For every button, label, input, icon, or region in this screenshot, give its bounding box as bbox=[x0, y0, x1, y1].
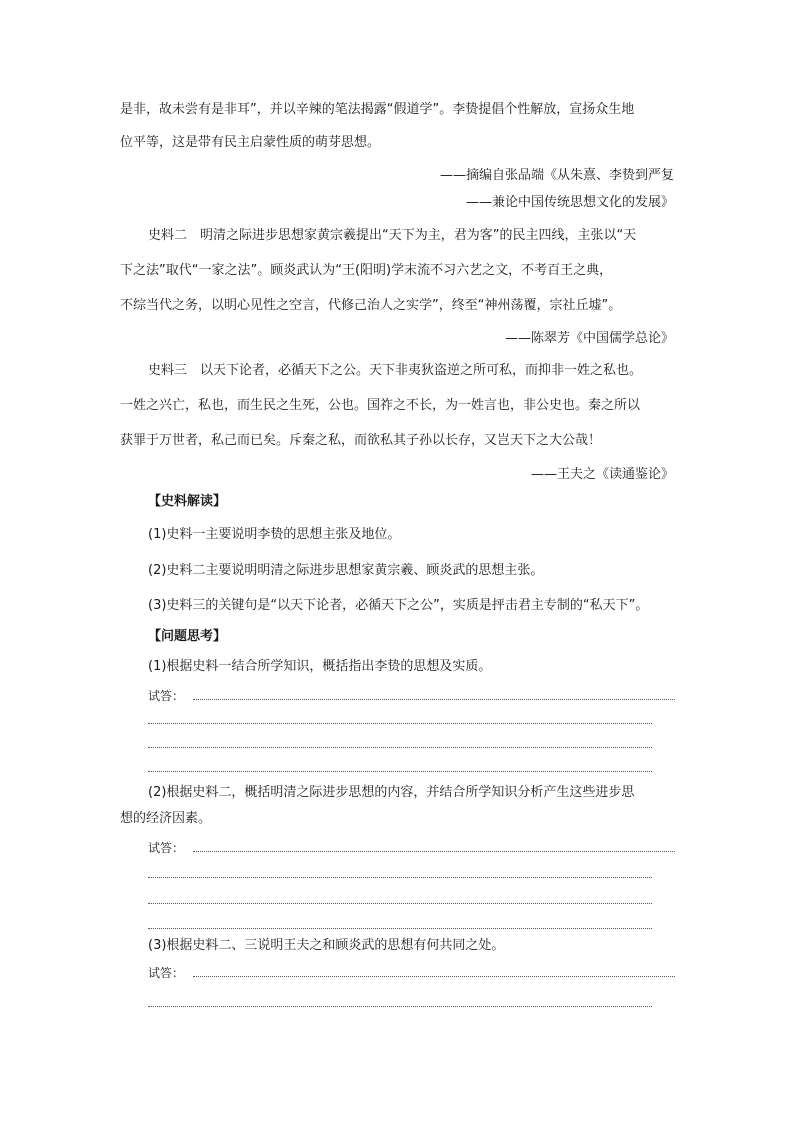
section-heading: 【史料解读】 bbox=[148, 494, 227, 509]
answer-label: 试答： bbox=[148, 841, 185, 855]
answer-line[interactable] bbox=[148, 1006, 652, 1007]
answer-field[interactable] bbox=[148, 839, 675, 857]
interpretation-item: (1)史料一主要说明李贽的思想主张及地位。 bbox=[148, 527, 401, 542]
answer-line[interactable] bbox=[148, 771, 652, 772]
answer-line[interactable] bbox=[148, 928, 652, 929]
question-3: (3)根据史料二、三说明王夫之和顾炎武的思想有何共同之处。 bbox=[148, 938, 505, 953]
answer-field[interactable] bbox=[148, 687, 675, 705]
answer-field[interactable] bbox=[148, 964, 675, 982]
material-2-line: 不综当代之务，以明心见性之空言，代修己治人之实学”，终至“神州荡覆，宗社丘墟”。 bbox=[120, 298, 622, 313]
answer-line[interactable] bbox=[148, 723, 652, 724]
source-citation: ——摘编自张品端《从朱熹、李贽到严复 bbox=[439, 168, 674, 183]
question-2: (2)根据史料二，概括明清之际进步思想的内容，并结合所学知识分析产生这些进步思 bbox=[148, 785, 635, 800]
passage-line: 位平等，这是带有民主启蒙性质的萌芽思想。 bbox=[120, 135, 381, 150]
interpretation-item: (3)史料三的关键句是“以天下论者，必循天下之公”，实质是抨击君主专制的“私天下”。 bbox=[148, 598, 649, 613]
source-citation: ——兼论中国传统思想文化的发展》 bbox=[465, 195, 674, 210]
question-2: 想的经济因素。 bbox=[120, 811, 212, 826]
material-2-line: 下之法”取代“一家之法”。顾炎武认为“王(阳明)学末流不习六艺之文，不考百王之典， bbox=[120, 263, 613, 278]
section-heading: 【问题思考】 bbox=[148, 629, 227, 644]
answer-line[interactable] bbox=[148, 903, 652, 904]
answer-label: 试答： bbox=[148, 689, 185, 703]
material-3-line: 史料三 以天下论者，必循天下之公。天下非夷狄盗逆之所可私，而抑非一姓之私也。 bbox=[148, 363, 643, 378]
passage-line: 是非，故未尝有是非耳”，并以辛辣的笔法揭露“假道学”。李贽提倡个性解放，宣扬众生地 bbox=[120, 102, 635, 117]
interpretation-item: (2)史料二主要说明明清之际进步思想家黄宗羲、顾炎武的思想主张。 bbox=[148, 563, 544, 578]
source-citation: ——陈翠芳《中国儒学总论》 bbox=[504, 331, 674, 346]
material-3-line: 一姓之兴亡，私也，而生民之生死，公也。国祚之不长，为一姓言也，非公史也。秦之所以 bbox=[120, 398, 641, 413]
answer-label: 试答： bbox=[148, 966, 185, 980]
answer-line[interactable] bbox=[148, 877, 652, 878]
material-3-line: 获罪于万世者，私己而已矣。斥秦之私，而欲私其子孙以长存，又岂天下之大公哉！ bbox=[120, 433, 602, 448]
answer-line bbox=[193, 976, 675, 977]
answer-line[interactable] bbox=[148, 747, 652, 748]
answer-line bbox=[193, 851, 675, 852]
material-2-line: 史料二 明清之际进步思想家黄宗羲提出“天下为主，君为客”的民主四线，主张以“天 bbox=[148, 228, 637, 243]
answer-line bbox=[193, 699, 675, 700]
source-citation: ——王夫之《读通鉴论》 bbox=[530, 467, 674, 482]
question-1: (1)根据史料一结合所学知识，概括指出李贽的思想及实质。 bbox=[148, 659, 492, 674]
